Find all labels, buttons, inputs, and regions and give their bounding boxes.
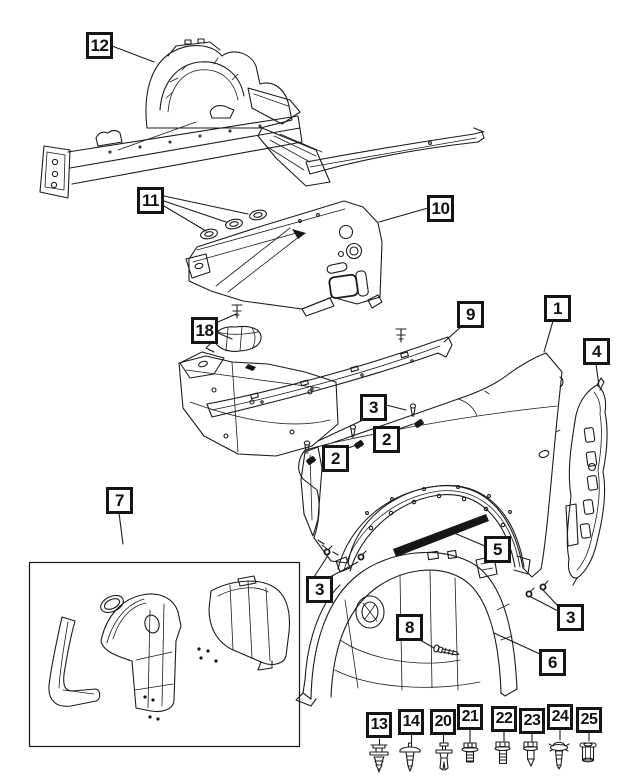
plastic-nut-icon <box>540 581 548 590</box>
push-pin-retainer-icon <box>370 745 388 772</box>
u-nut-clip-icon <box>414 418 425 428</box>
plastic-nut-icon <box>526 588 534 597</box>
leader-lines <box>112 46 599 745</box>
washer-head-screw-icon <box>549 742 569 769</box>
callout-7[interactable]: 7 <box>106 487 133 514</box>
callout-20[interactable]: 20 <box>430 709 456 735</box>
callout-3-top[interactable]: 3 <box>360 394 387 421</box>
flange-bolt-icon <box>524 742 538 766</box>
callout-14[interactable]: 14 <box>398 709 424 735</box>
callout-12[interactable]: 12 <box>86 32 113 59</box>
callout-24[interactable]: 24 <box>547 704 573 730</box>
callout-8[interactable]: 8 <box>396 614 423 641</box>
frame-rail-assembly <box>40 39 484 198</box>
callout-2-left[interactable]: 2 <box>322 445 349 472</box>
callout-25[interactable]: 25 <box>576 707 602 733</box>
callout-5[interactable]: 5 <box>484 536 511 563</box>
callout-1[interactable]: 1 <box>544 295 571 322</box>
callout-18[interactable]: 18 <box>191 317 218 344</box>
callout-3-right[interactable]: 3 <box>557 604 584 631</box>
callout-23[interactable]: 23 <box>519 708 545 734</box>
u-nut-clip-icon <box>306 455 317 465</box>
callout-13[interactable]: 13 <box>366 712 392 738</box>
push-pin-icon <box>396 329 406 342</box>
screw-icon <box>433 644 459 659</box>
washer-hex-bolt-icon <box>462 743 478 762</box>
callout-9[interactable]: 9 <box>457 301 484 328</box>
callout-3-left[interactable]: 3 <box>306 576 333 603</box>
washer-push-pin-icon <box>400 743 420 771</box>
molding-rub-strip <box>393 514 489 557</box>
rivet-nut-icon <box>580 743 596 762</box>
callout-6[interactable]: 6 <box>539 649 566 676</box>
sill-shield-assembly <box>179 337 452 456</box>
fender-side-seal <box>566 378 607 585</box>
plastic-nut-icon <box>358 551 366 560</box>
callout-10[interactable]: 10 <box>427 195 454 222</box>
hex-bolt-icon <box>495 742 510 764</box>
callout-11[interactable]: 11 <box>137 187 164 214</box>
push-rivet-icon <box>436 743 452 770</box>
u-nut-clip-icon <box>354 439 365 449</box>
callout-2-right[interactable]: 2 <box>373 426 400 453</box>
push-pin-icon <box>232 305 242 318</box>
callout-22[interactable]: 22 <box>491 706 517 732</box>
callout-4[interactable]: 4 <box>583 338 610 365</box>
callout-21[interactable]: 21 <box>457 704 483 730</box>
liner-kit-box <box>30 563 300 747</box>
